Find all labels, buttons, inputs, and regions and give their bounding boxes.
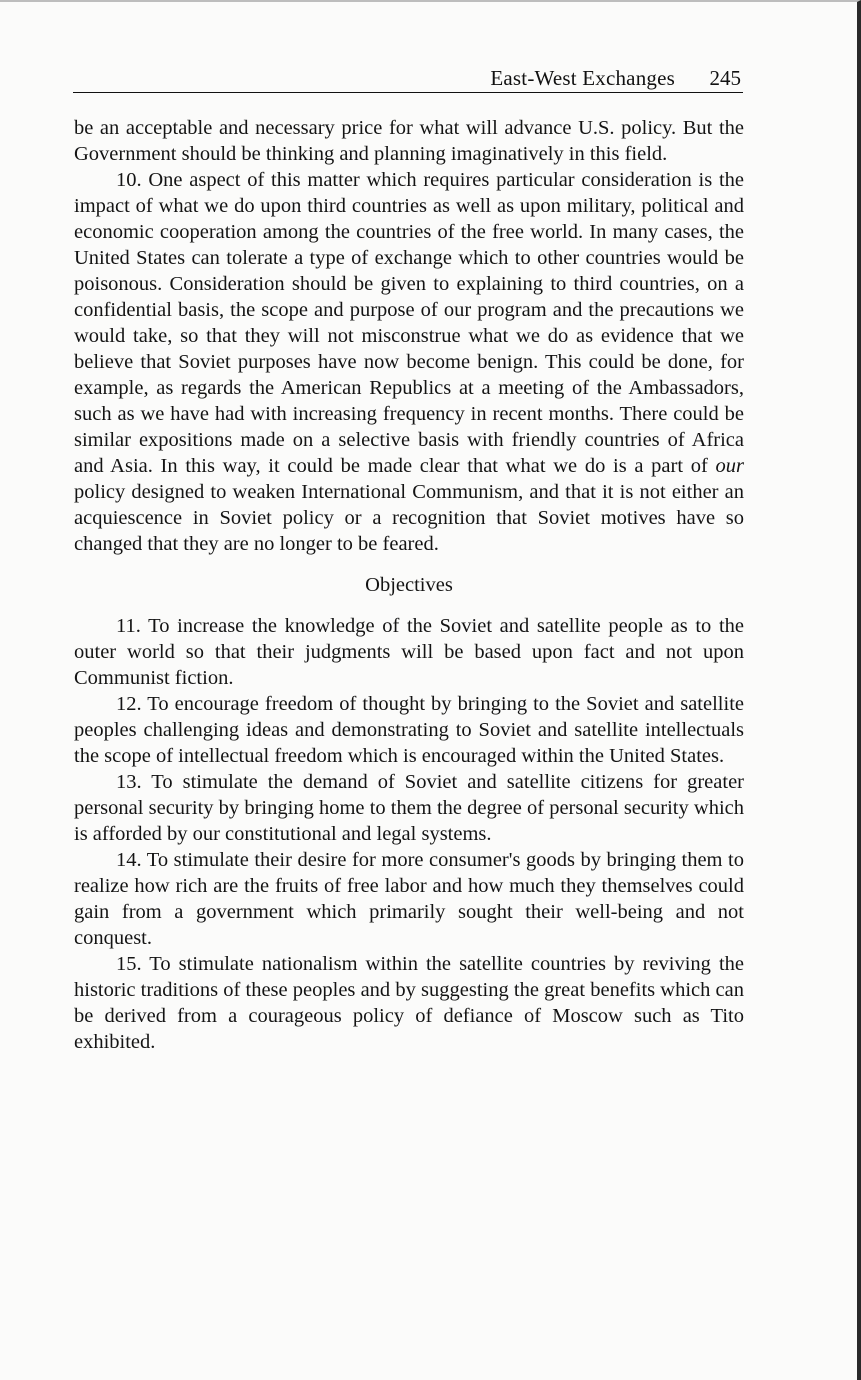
paragraph-13: 13. To stimulate the demand of Soviet and satellite citizens for greater personal security by bringing home to them the degree of personal security which is afforded by our constitutional and legal systems. — [74, 771, 744, 845]
paragraph-11: 11. To increase the knowledge of the Soviet and satellite people as to the outer world so that their judgments will be based upon fact and not upon Communist fiction. — [74, 615, 744, 689]
paragraph-10-italic: our — [715, 455, 744, 477]
paragraph-continued: be an acceptable and necessary price for what will advance U.S. policy. But the Government should be thinking and planning imaginatively in this field. — [74, 117, 744, 165]
running-title: East-West Exchanges — [490, 66, 675, 90]
body-text — [74, 115, 744, 1055]
running-header — [73, 64, 743, 93]
paragraph-15: 15. To stimulate nationalism within the satellite countries by reviving the historic traditions of these peoples and by suggesting the great benefits which can be derived from a courageous policy of defiance of Moscow such as Tito exhibited. — [74, 953, 744, 1053]
section-heading-objectives: Objectives — [365, 574, 453, 596]
page-number: 245 — [709, 66, 741, 90]
paragraph-14: 14. To stimulate their desire for more consumer's goods by bringing them to realize how rich are the fruits of free labor and how much they themselves could gain from a government which primarily sought their well-being and not conquest. — [74, 849, 744, 949]
paragraph-10-text-b: policy designed to weaken International Communism, and that it is not either an acquiescence in Soviet policy or a recognition that Soviet motives have so changed that they are no longer to be feared. — [74, 481, 744, 555]
paragraph-12: 12. To encourage freedom of thought by bringing to the Soviet and satellite peoples challenging ideas and demonstrating to Soviet and satellite intellectuals the scope of intellectual freedom which is encouraged within the United States. — [74, 693, 744, 767]
paragraph-10-text-a: 10. One aspect of this matter which requires particular consideration is the impact of what we do upon third countries as well as upon military, political and economic cooperation among the countries of the free world. In many cases, the United States can tolerate a type of exchange which to other countries would be poisonous. Consideration should be given to explaining to third countries, on a confidential basis, the scope and purpose of our program and the precautions we would take, so that they will not misconstrue what we do as evidence that we believe that Soviet purposes have now become benign. This could be done, for example, as regards the American Republics at a meeting of the Ambassadors, such as we have had with increasing frequency in recent months. There could be similar expositions made on a selective basis with friendly countries of Africa and Asia. In this way, it could be made clear that what we do is a part of — [74, 169, 744, 477]
paragraph-10 — [74, 167, 744, 557]
